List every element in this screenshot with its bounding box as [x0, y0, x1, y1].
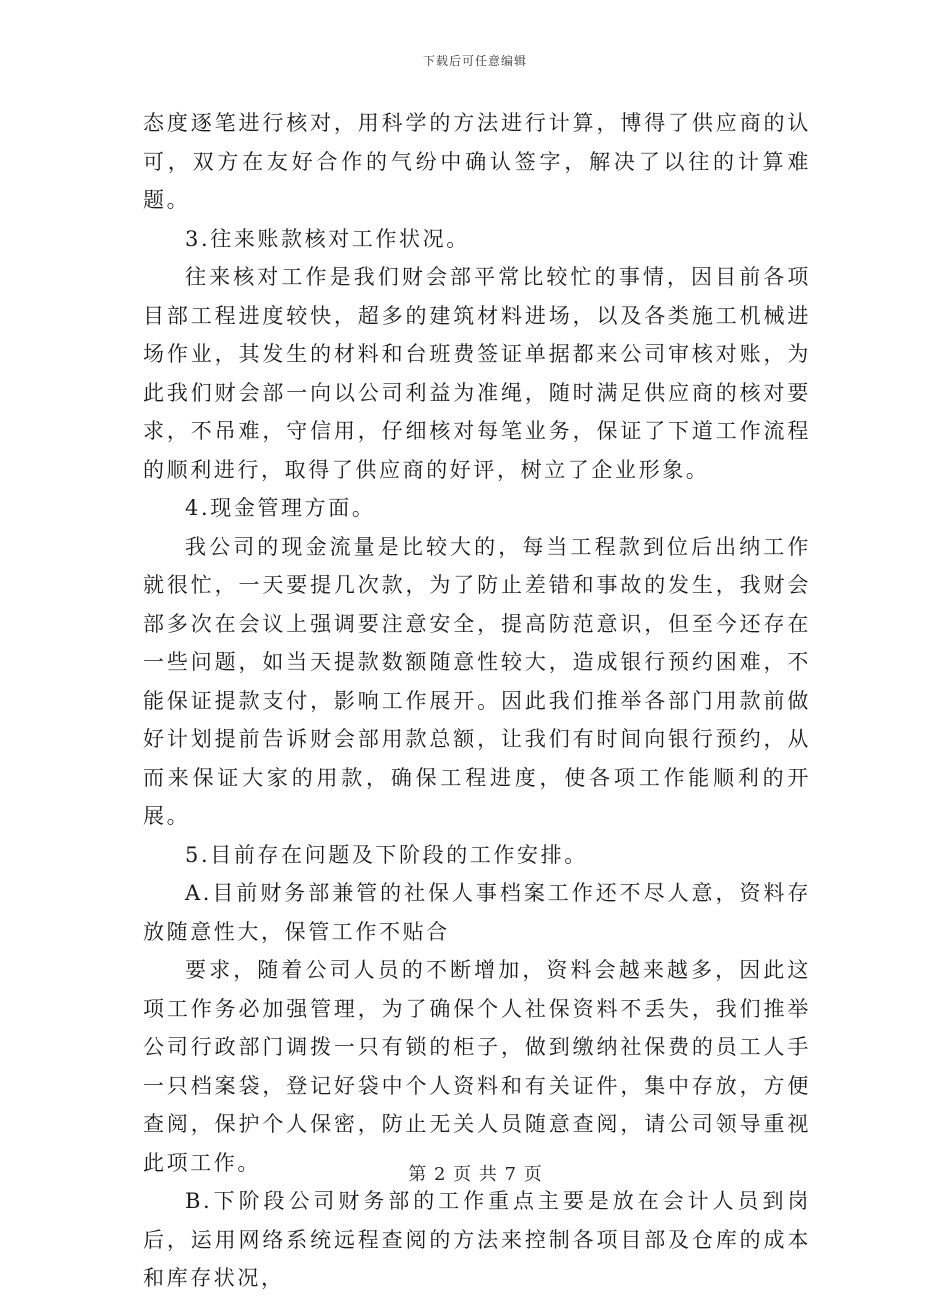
paragraph: 往来核对工作是我们财会部平常比较忙的事情，因目前各项目部工程进度较快，超多的建筑材料进场，以及各类施工机械进场作业，其发生的材料和台班费签证单据都来公司审核对账，为此我们财会部一向以公司利益为准绳，随时满足供应商的核对要求，不吊难，守信用，仔细核对每笔业务，保证了下道工作流程的顺利进行，取得了供应商的好评，树立了企业形象。 [143, 265, 811, 482]
paragraph: A.目前财务部兼管的社保人事档案工作还不尽人意，资料存放随意性大，保管工作不贴合 [143, 881, 811, 944]
paragraph: B.下阶段公司财务部的工作重点主要是放在会计人员到岗后，运用网络系统远程查阅的方法来控制各项目部及仓库的成本和库存状况， [143, 1189, 811, 1290]
paragraph: 要求，随着公司人员的不断增加，资料会越来越多，因此这项工作务必加强管理，为了确保个人社保资料不丢失，我们推举公司行政部门调拨一只有锁的柜子，做到缴纳社保费的员工人手一只档案袋，登记好袋中个人资料和有关证件，集中存放，方便查阅，保护个人保密，防止无关人员随意查阅，请公司领导重视此项工作。 [143, 958, 811, 1175]
document-body [143, 104, 811, 1298]
paragraph: 态度逐笔进行核对，用科学的方法进行计算，博得了供应商的认可，双方在友好合作的气纷中确认签字，解决了以往的计算难题。 [143, 111, 811, 212]
page-number: 第 2 页 共 7 页 [408, 1164, 542, 1185]
section-heading: 3.往来账款核对工作状况。 [185, 226, 470, 251]
page-header: 下载后可任意编辑 [422, 54, 527, 68]
section-heading: 4.现金管理方面。 [185, 496, 376, 520]
paragraph: 我公司的现金流量是比较大的，每当工程款到位后出纳工作就很忙，一天要提几次款，为了防止差错和事故的发生，我财会部多次在会议上强调要注意安全，提高防范意识，但至今还存在一些问题，如当天提款数额随意性较大，造成银行预约困难，不能保证提款支付，影响工作展开。因此我们推举各部门用款前做好计划提前告诉财会部用款总额，让我们有时间向银行预约，从而来保证大家的用款，确保工程进度，使各项工作能顺利的开展。 [143, 534, 811, 828]
section-heading: 5.目前存在问题及下阶段的工作安排。 [185, 842, 588, 867]
